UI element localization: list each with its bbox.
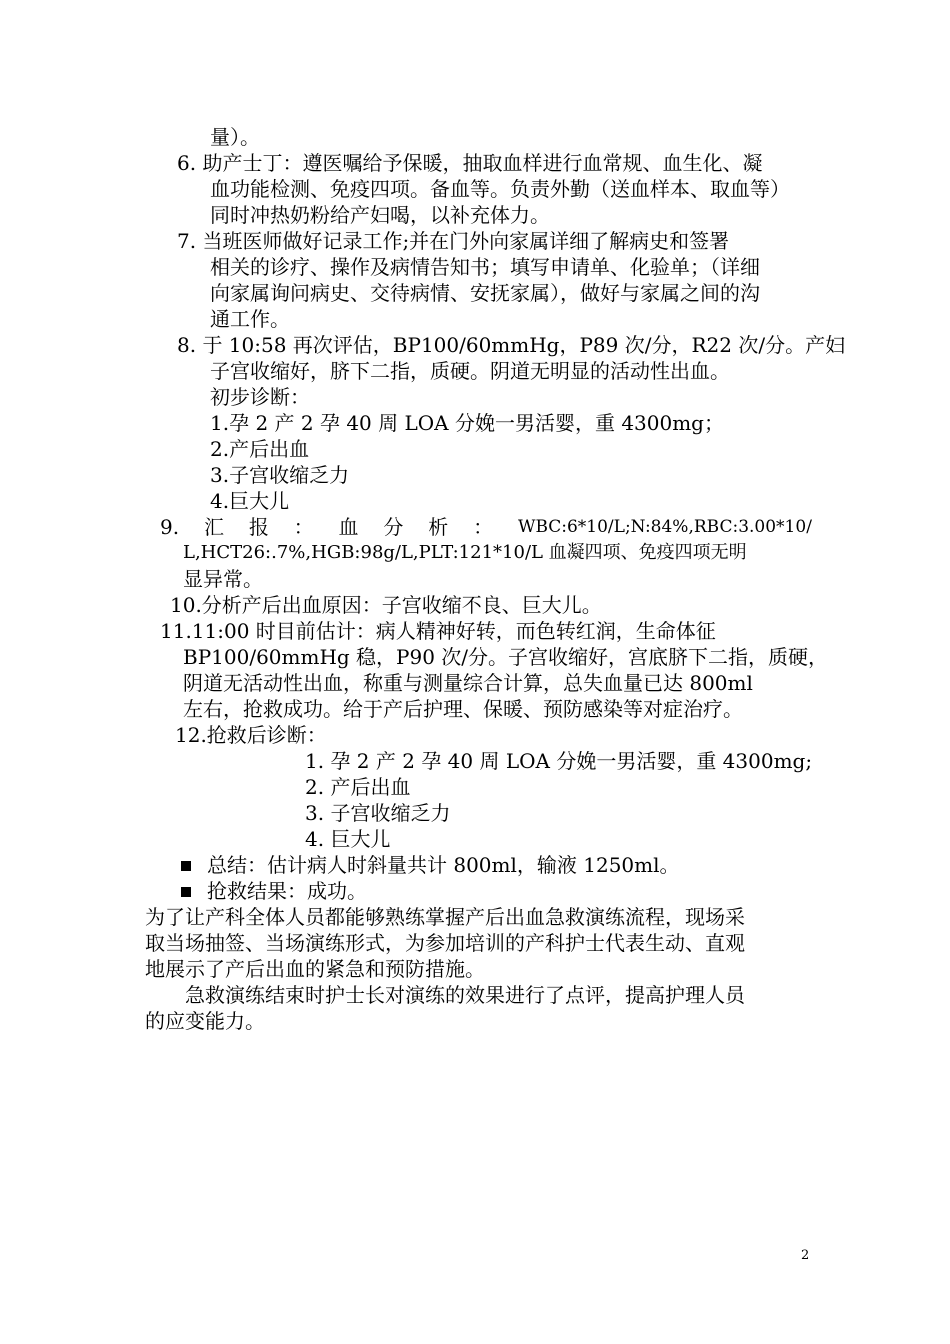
paragraph-line: 的应变能力。	[145, 1009, 265, 1033]
text-line: 相关的诊疗、操作及病情告知书；填写申请单、化验单；（详细	[210, 255, 760, 279]
list-item-11: 11.11:00 时目前估计：病人精神好转，而色转红润，生命体征	[160, 619, 716, 643]
diagnosis-item: 2. 产后出血	[305, 775, 411, 799]
diagnosis-item: 1. 孕 2 产 2 孕 40 周 LOA 分娩一男活婴，重 4300mg;	[305, 749, 813, 773]
paragraph-line: 地展示了产后出血的紧急和预防措施。	[145, 957, 485, 981]
text-line: 阴道无活动性出血，称重与测量综合计算，总失血量已达 800ml	[183, 671, 753, 695]
list-item-9	[160, 514, 812, 540]
text-line: 血功能检测、免疫四项。备血等。负责外勤（送血样本、取血等）	[210, 177, 790, 201]
list-item-8: 8. 于 10:58 再次评估，BP100/60mmHg，P89 次/分，R22 次/分。产妇	[177, 333, 846, 357]
list-item-6: 6. 助产士丁：遵医嘱给予保暖，抽取血样进行血常规、血生化、凝	[177, 151, 763, 175]
text-segment: 汇	[203, 515, 224, 539]
paragraph-line: 取当场抽签、当场演练形式，为参加培训的产科护士代表生动、直观	[145, 931, 745, 955]
text-line: 显异常。	[183, 567, 263, 591]
diagnosis-item: 3.子宫收缩乏力	[210, 463, 350, 487]
text-segment: 9.	[160, 515, 180, 539]
result-text: 抢救结果：成功。	[207, 879, 367, 903]
text-line: BP100/60mmHg 稳，P90 次/分。子宫收缩好，宫底脐下二指，质硬，	[183, 645, 829, 669]
list-item-10: 10.分析产后出血原因：子宫收缩不良、巨大儿。	[170, 593, 602, 617]
text-segment: 报	[248, 515, 269, 539]
diagnosis-item: 1.孕 2 产 2 孕 40 周 LOA 分娩一男活婴，重 4300mg；	[210, 411, 724, 435]
text-segment: ：	[293, 515, 314, 539]
text-line: 初步诊断：	[210, 385, 310, 409]
text-segment: WBC:6*10/L;N:84%,RBC:3.00*10/	[517, 517, 812, 537]
text-line: 量）。	[210, 125, 260, 149]
list-item-7: 7. 当班医师做好记录工作;并在门外向家属详细了解病史和签署	[177, 229, 730, 253]
text-segment: 析	[428, 515, 449, 539]
text-line: 子宫收缩好，脐下二指，质硬。阴道无明显的活动性出血。	[210, 359, 730, 383]
diagnosis-item: 4. 巨大儿	[305, 827, 391, 851]
text-segment: 血	[338, 515, 359, 539]
paragraph-line: 急救演练结束时护士长对演练的效果进行了点评，提高护理人员	[185, 983, 745, 1007]
paragraph-line: 为了让产科全体人员都能够熟练掌握产后出血急救演练流程，现场采	[145, 905, 745, 929]
page-number: 2	[801, 1248, 810, 1263]
diagnosis-item: 2.产后出血	[210, 437, 310, 461]
text-line: 向家属询问病史、交待病情、安抚家属），做好与家属之间的沟	[210, 281, 760, 305]
bullet-result	[181, 878, 367, 904]
text-line: L,HCT26:.7%,HGB:98g/L,PLT:121*10/L 血凝四项、免疫四项无明	[183, 542, 747, 563]
diagnosis-item: 4.巨大儿	[210, 489, 290, 513]
list-item-12: 12.抢救后诊断：	[175, 723, 327, 747]
text-line: 左右，抢救成功。给于产后护理、保暖、预防感染等对症治疗。	[183, 697, 743, 721]
text-line: 通工作。	[210, 307, 290, 331]
square-bullet-icon	[181, 887, 191, 897]
text-segment: 分	[383, 515, 404, 539]
square-bullet-icon	[181, 861, 191, 871]
diagnosis-item: 3. 子宫收缩乏力	[305, 801, 451, 825]
summary-text: 总结：估计病人时斜量共计 800ml，输液 1250ml。	[207, 853, 680, 877]
bullet-summary	[181, 852, 680, 878]
text-line: 同时冲热奶粉给产妇喝，以补充体力。	[210, 203, 550, 227]
text-segment: ：	[473, 515, 494, 539]
